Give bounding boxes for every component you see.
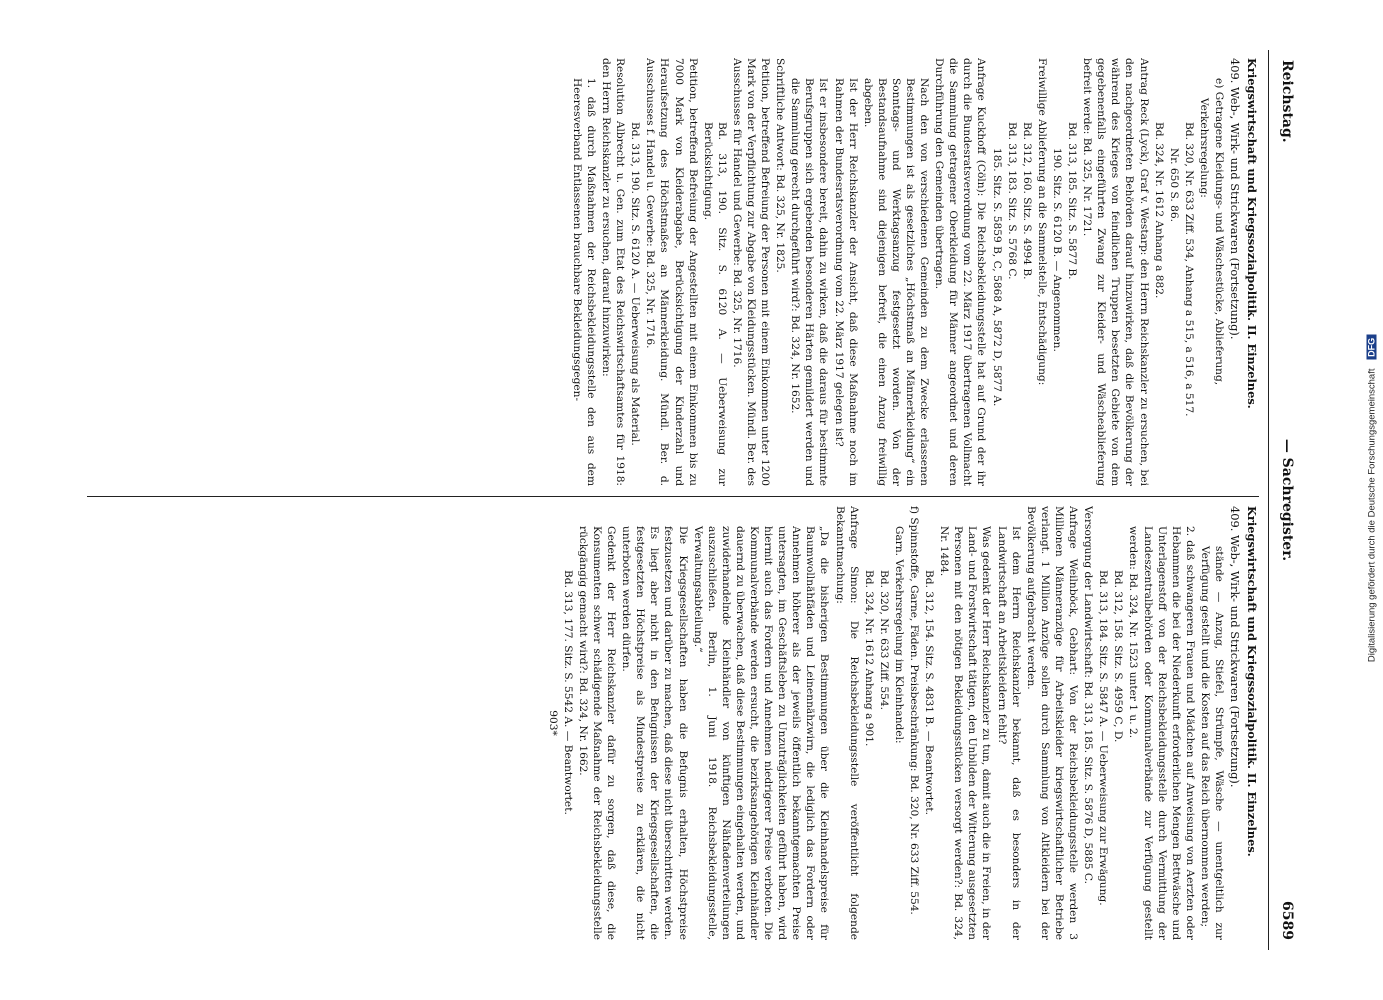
rotated-page: [77, 50, 1307, 950]
running-head-center: — Sachregister.: [1278, 438, 1295, 562]
left-column-heading: Kriegswirtschaft und Kriegssozialpolitik. II. Einzelnes.: [1244, 58, 1259, 409]
entry-reference: Bd. 313, 177. Sitz. S. 5542 A. — Beantwortet.: [561, 570, 574, 815]
signature-mark: 903*: [546, 710, 559, 736]
entry-text: Verkehrsregelung:: [1197, 98, 1210, 198]
entry-reference: Bd. 312, 158. Sitz. S. 4959 C, D.: [1111, 570, 1124, 743]
entry-text: Gedenkt der Herr Reichskanzler dafür zu sorgen, daß diese, die Konsumenten schwer schädigende Maßnahme der Reichsbekleidungsstelle rückgängig gemacht wird?: Bd. 324, Nr. 1662.: [576, 526, 617, 940]
entry-reference: 190. Sitz. S. 6120 B. — Angenommen.: [1050, 148, 1063, 352]
entry-text: Versorgung der Landwirtschaft: Bd. 313, 185. Sitz. S. 5876 D, 5885 C.: [1081, 506, 1094, 884]
entry-text: stände — Anzug, Stiefel, Strümpfe, Wäsche — unentgeltlich zur Verfügung gestellt und die Kosten auf das Reich übernommen werden;: [1198, 546, 1225, 940]
entry-reference: Nr. 650 S. 86.: [1167, 148, 1180, 222]
entry-reference: Bd. 320, Nr. 633 Ziff. 554.: [877, 570, 890, 710]
entry-text: e) Getragene Kleidungs- und Wäschestücke, Ablieferung,: [1212, 78, 1225, 386]
entry-text: Anfrage Kuckhoff (Cöln): Die Reichsbekleidungsstelle hat auf Grund der ihr durch die Bundesratsverordnung vom 22. März 1917 übertragenen Vollmacht die Sammlung getragener Oberkleidung für Männer angeordnet und deren Durchführung den Gemeinden übertragen.: [932, 58, 987, 486]
entry-text: Petition, betreffend Befreiung der Angestellten mit einem Einkommen bis zu 7000 Mark von Kleiderabgabe, Berücksichtigung der Kinderzahl und Heraufsetzung des Höchstmaßes an Männerkleidung. Mündl. Ber. d. Ausschusses f. Handel u. Gewerbe: Bd. 325, Nr. 1716.: [643, 58, 699, 486]
entry-text: Ist er insbesondere bereit, dahin zu wirken, daß die daraus für bestimmte Berufsgruppen sich ergebenden besonderen Härten gemildert werden und die Sammlung gerecht durchgeführt wird?: Bd. 324, Nr. 1652.: [788, 78, 829, 486]
entry-reference: Bd. 313, 183. Sitz. S. 5768 C.: [1005, 122, 1018, 280]
entry-text: Anfrage Weilnböck, Gebhart: Von der Reichsbekleidungsstelle werden 3 Millionen Männeranzüge für Arbeitskleider kriegswirtschaftlicher Betriebe verlangt. 1 Million Anzüge sollen durch Sammlung von Altkleidern bei der Bevölkerung aufgebracht werden.: [1024, 506, 1079, 940]
entry-text: 2. daß schwangeren Frauen und Mädchen auf Anweisung von Aerzten oder Hebammen die bei der Niederkunft erforderlichen Mengen Bettwäsche und Unterlagenstoff von der Reichsbekleidungsstelle durch Vermittlung der Landeszentralbehörden oder Kommunalverbände zur Verfügung gestellt werden: Bd. 324, Nr. 1523 unter 1 u. 2.: [1126, 526, 1196, 940]
entry-reference: Bd. 313, 190. Sitz. S. 6120 A. — Ueberweisung als Material.: [628, 122, 641, 446]
right-column-subheading: 409. Web-, Wirk- und Strickwaren (Fortsetzung).: [1228, 506, 1242, 788]
left-column-subheading: 409. Web-, Wirk- und Strickwaren (Fortsetzung).: [1228, 58, 1242, 340]
running-head-left: Reichstag.: [1278, 60, 1295, 143]
entry-text: Garn. Verkehrsregelung im Kleinhandel:: [892, 526, 905, 744]
entry-reference: 185. Sitz. S. 5859 B, C, 5868 A, 5872 D, 5877 A.: [990, 148, 1003, 407]
entry-reference: Bd. 313, 184. Sitz. S. 5847 A. — Ueberweisung zur Erwägung.: [1096, 570, 1109, 906]
credit-text: Digitalisierung gefördert durch die Deutsche Forschungsgemeinschaft: [1366, 368, 1378, 663]
entry-text: f) Spinnstoffe, Garne, Fäden. Preisbeschränkung: Bd. 320, Nr. 633 Ziff. 554.: [907, 506, 920, 915]
column-divider: [87, 496, 1259, 497]
entry-text: Nach den von verschiedenen Gemeinden zu dem Zwecke erlassenen Bestimmungen ist als gesetzliches „Höchstmaß an Männerkleidung“ ein Sonntags- und Werktagsanzug festgesetzt worden. Von der Bestandsaufnahme sind diejenigen befreit, die einen Anzug freiwillig abgeben.: [861, 78, 930, 486]
entry-text: Ist dem Herrn Reichskanzler bekannt, daß es besonders in der Landwirtschaft an Arbeitskleidern fehlt?: [995, 526, 1022, 940]
entry-reference: Bd. 313, 190. Sitz. S. 6120 A. — Ueberweisung zur Berücksichtigung.: [701, 122, 728, 486]
entry-text: Die Kriegsgesellschaften haben die Befugnis erhalten, Höchstpreise festzusetzen und darüber zu machen, daß diese nicht überschritten werden. Es liegt aber nicht in den Befugnissen der Kriegsgesellschaften, die festgesetzten Höchstpreise als Mindestpreise zu erklären, die nicht unterboten werden dürfen.: [619, 526, 689, 940]
entry-reference: Bd. 313, 185. Sitz. S. 5877 B.: [1065, 122, 1078, 280]
entry-text: Resolution Albrecht u. Gen. zum Etat des Reichswirtschaftsamtes für 1918: den Herrn Reichskanzler zu ersuchen, darauf hinzuwirken:: [599, 58, 626, 486]
entry-text: Anfrage Simon: Die Reichsbekleidungsstelle veröffentlicht folgende Bekanntmachung:: [833, 506, 860, 940]
digitization-credit: [1365, 10, 1379, 990]
entry-text: Ist der Herr Reichskanzler der Ansicht, daß diese Maßnahme noch im Rahmen der Bundesratsverordnung vom 22. März 1917 gelegen ist?: [832, 78, 859, 486]
entry-reference: Bd. 324, Nr. 1612 Anhang a 901.: [862, 570, 875, 747]
entry-text: Antrag Reck (Lyck), Graf v. Westarp: den Herrn Reichskanzler zu ersuchen, bei den nachgeordneten Behörden darauf hinzuwirken, daß die Bevölkerung der während des Krieges von feindlichen Truppen besetzten Gebiete von dem gegebenenfalls eingeführten Zwang zur Kleider- und Wäscheablieferung befreit werde: Bd. 325, Nr. 1721.: [1080, 58, 1150, 486]
page-header: [1268, 50, 1299, 950]
entry-reference: Bd. 320, Nr. 633 Ziff. 534, Anhang a 515, a 516, a 517.: [1182, 122, 1195, 417]
quoted-announcement: „Da die bisherigen Bestimmungen über die Kleinhandelspreise für Baumwollnähfäden und Leinennähzwirn, die lediglich das Fordern oder Annehmen höherer als der jeweils öffentlich bekanntgemachten Preise untersagten, im Geschäftsleben zu Unzuträglichkeiten geführt haben, wird hiermit auch das Fordern und Annehmen niedrigerer Preise verboten. Die Kommunalverbände werden ersucht, die bezirksangehörigen Kleinhändler dauernd zu überwachen, daß diese Bestimmungen eingehalten werden, und zuwiderhandelnde Kleinhändler von künftigen Nähfadenverteilungen auszuschließen. Berlin, 1. Juni 1918. Reichsbekleidungsstelle, Verwaltungsabteilung.“: [691, 526, 830, 940]
entry-text: Freiwillige Ablieferung an die Sammelstelle, Entschädigung:: [1035, 58, 1048, 386]
entry-text: Schriftliche Antwort: Bd. 325, Nr. 1825.: [773, 58, 786, 273]
left-column: [87, 58, 1259, 486]
entry-reference: Bd. 312, 160. Sitz. S. 4994 B.: [1020, 122, 1033, 280]
right-column: [87, 506, 1259, 940]
entry-reference: Bd. 324, Nr. 1612 Anhang a 882.: [1152, 122, 1165, 299]
entry-text: Petition, betreffend Befreiung der Personen mit einem Einkommen unter 1200 Mark von der Verpflichtung zur Abgabe von Kleidungsstücken. Mündl. Ber. des Ausschusses für Handel und Gewerbe: Bd. 325, Nr. 1716.: [730, 58, 771, 486]
page-number: 6589: [1278, 901, 1295, 940]
entry-reference: Bd. 312, 154. Sitz. S. 4831 B. — Beantwortet.: [922, 570, 935, 815]
dfg-logo-badge: DFG: [1367, 335, 1377, 360]
right-column-heading: Kriegswirtschaft und Kriegssozialpolitik. II. Einzelnes.: [1244, 506, 1259, 857]
entry-text: 1. daß durch Maßnahmen der Reichsbekleidungsstelle den aus dem Heeresverband Entlassenen brauchbare Bekleidungsgegen-: [570, 78, 597, 486]
entry-text: Was gedenkt der Herr Reichskanzler zu tun, damit auch die in Freien, in der Land- und Forstwirtschaft tätigen, den Unbilden der Witterung ausgesetzten Personen mit den nötigen Bekleidungsstücken versorgt werden?: Bd. 324, Nr. 1484.: [937, 526, 992, 940]
